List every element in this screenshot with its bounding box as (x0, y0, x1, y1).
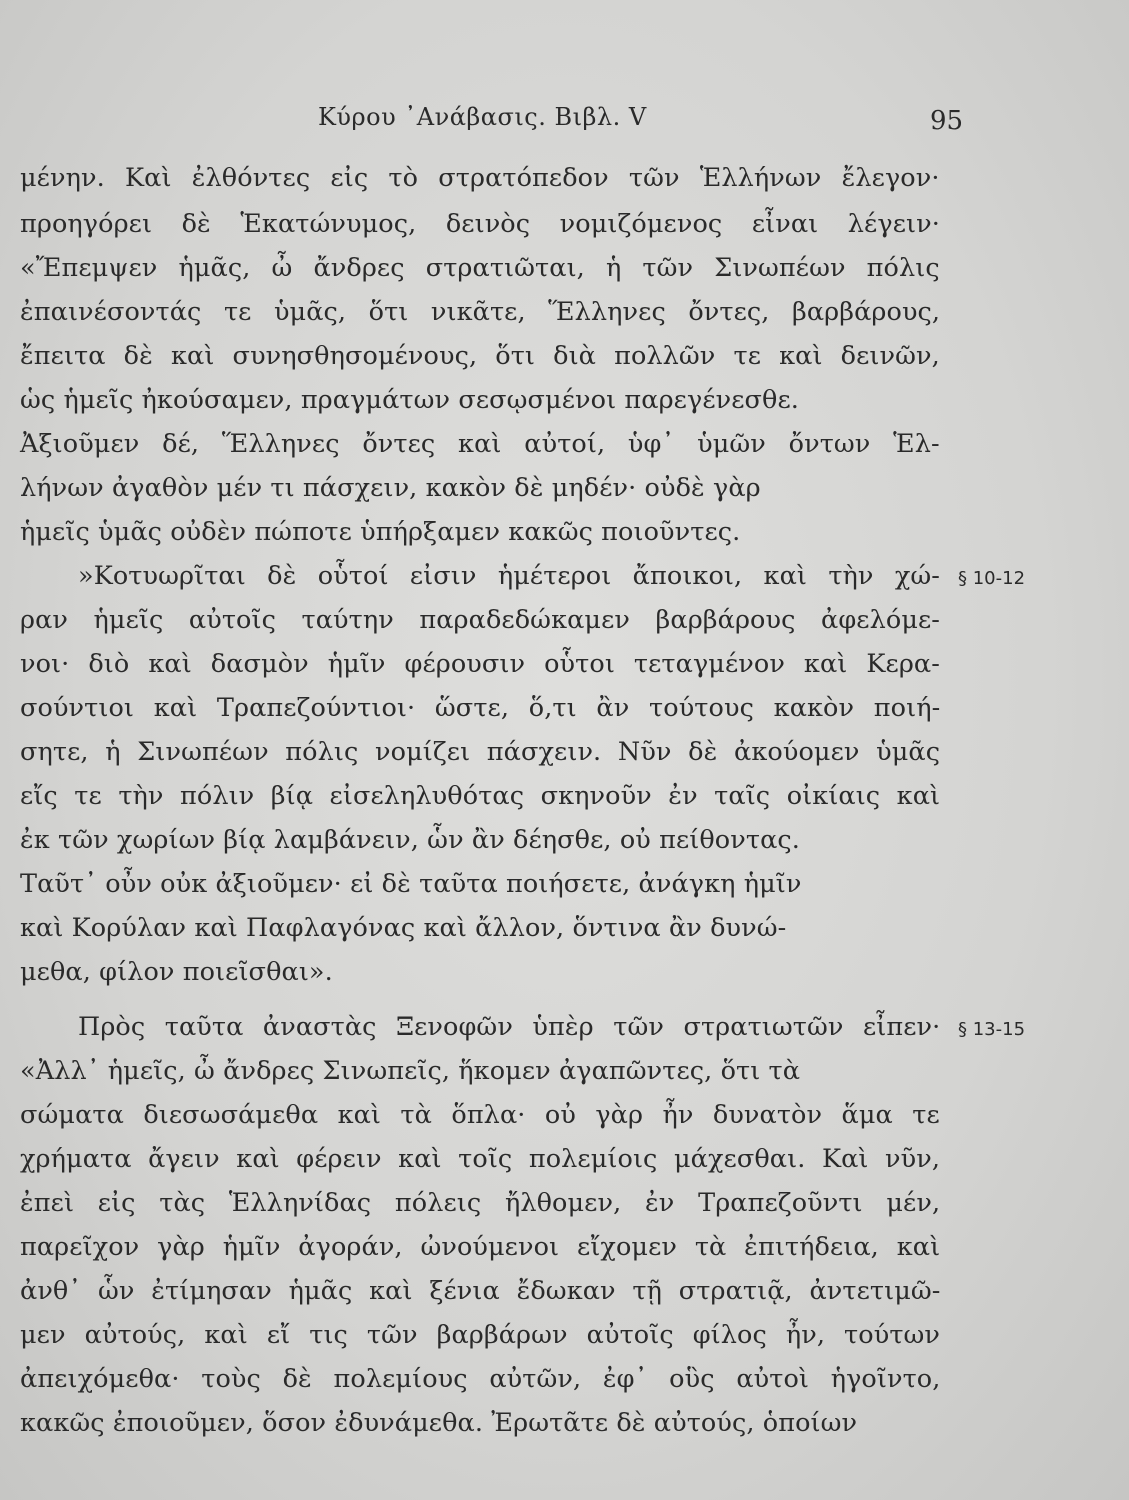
text-line: ραν ἡμεῖς αὐτοῖς ταύτην παραδεδώκαμεν βαρβάρους ἀφελόμε- (20, 605, 941, 635)
text-line: μένην. Καὶ ἐλθόντες εἰς τὸ στρατόπεδον τῶν Ἑλλήνων ἔλεγον· (20, 163, 940, 193)
text-line: κακῶς ἐποιοῦμεν, ὅσον ἐδυνάμεθα. Ἐρωτᾶτε δὲ αὐτούς, ὁποίων (20, 1408, 858, 1438)
text-line: σητε, ἡ Σινωπέων πόλις νομίζει πάσχειν. Νῦν δὲ ἀκούομεν ὑμᾶς (20, 737, 941, 767)
running-title: Κύρου ᾿Ανάβασις. Βιβλ. V (318, 103, 647, 131)
text-line: ἐκ τῶν χωρίων βίᾳ λαμβάνειν, ὧν ἂν δέησθε, οὐ πείθοντας. (20, 825, 800, 855)
text-line: ἡμεῖς ὑμᾶς οὐδὲν πώποτε ὑπήρξαμεν κακῶς ποιοῦντες. (20, 517, 741, 547)
text-line: ἔπειτα δὲ καὶ συνησθησομένους, ὅτι διὰ πολλῶν τε καὶ δεινῶν, (20, 341, 940, 371)
text-line: χρήματα ἄγειν καὶ φέρειν καὶ τοῖς πολεμίοις μάχεσθαι. Καὶ νῦν, (20, 1144, 941, 1174)
text-line: ἀπειχόμεθα· τοὺς δὲ πολεμίους αὐτῶν, ἐφ᾿ οὓς αὐτοὶ ἡγοῖντο, (20, 1364, 941, 1394)
text-line: καὶ Κορύλαν καὶ Παφλαγόνας καὶ ἄλλον, ὅντινα ἂν δυνώ- (20, 913, 787, 943)
text-line: μεν αὐτούς, καὶ εἴ τις τῶν βαρβάρων αὐτοῖς φίλος ἦν, τούτων (20, 1320, 941, 1350)
text-line: Ταῦτ᾿ οὖν οὐκ ἀξιοῦμεν· εἰ δὲ ταῦτα ποιήσετε, ἀνάγκη ἡμῖν (20, 869, 802, 899)
text-line: ἀνθ᾿ ὧν ἐτίμησαν ἡμᾶς καὶ ξένια ἔδωκαν τῇ στρατιᾷ, ἀντετιμῶ- (20, 1276, 941, 1306)
text-line: «Ἀλλ᾿ ἡμεῖς, ὦ ἄνδρες Σινωπεῖς, ἥκομεν ἀγαπῶντες, ὅτι τὰ (20, 1056, 801, 1086)
text-line: παρεῖχον γὰρ ἡμῖν ἀγοράν, ὠνούμενοι εἴχομεν τὰ ἐπιτήδεια, καὶ (20, 1232, 941, 1262)
text-line: προηγόρει δὲ Ἑκατώνυμος, δεινὸς νομιζόμενος εἶναι λέγειν· (20, 209, 940, 239)
page-number: 95 (930, 106, 964, 136)
text-line: ἐπεὶ εἰς τὰς Ἑλληνίδας πόλεις ἤλθομεν, ἐν Τραπεζοῦντι μέν, (20, 1188, 941, 1218)
text-line: »Κοτυωρῖται δὲ οὗτοί εἰσιν ἡμέτεροι ἄποικοι, καὶ τὴν χώ- (78, 561, 941, 591)
text-line: ὡς ἡμεῖς ἠκούσαμεν, πραγμάτων σεσῳσμένοι παρεγένεσθε. (20, 385, 800, 415)
text-line: σούντιοι καὶ Τραπεζούντιοι· ὥστε, ὅ,τι ἂν τούτους κακὸν ποιή- (20, 693, 941, 723)
text-line: μεθα, φίλον ποιεῖσθαι». (20, 957, 333, 987)
text-line: σώματα διεσωσάμεθα καὶ τὰ ὅπλα· οὐ γὰρ ἦν δυνατὸν ἅμα τε (20, 1100, 940, 1130)
text-line: λήνων ἀγαθὸν μέν τι πάσχειν, κακὸν δὲ μηδέν· οὐδὲ γὰρ (20, 473, 761, 503)
text-line: Ἀξιοῦμεν δέ, Ἕλληνες ὄντες καὶ αὐτοί, ὑφ᾿ ὑμῶν ὄντων Ἑλ- (20, 429, 940, 459)
text-line: ἐπαινέσοντάς τε ὑμᾶς, ὅτι νικᾶτε, Ἕλληνες ὄντες, βαρβάρους, (20, 297, 941, 327)
text-line: νοι· διὸ καὶ δασμὸν ἡμῖν φέρουσιν οὗτοι τεταγμένον καὶ Κερα- (20, 649, 940, 679)
text-line: Πρὸς ταῦτα ἀναστὰς Ξενοφῶν ὑπὲρ τῶν στρατιωτῶν εἶπεν· (78, 1012, 941, 1042)
margin-section-note: § 10-12 (958, 568, 1026, 589)
text-line: «Ἔπεμψεν ἡμᾶς, ὦ ἄνδρες στρατιῶται, ἡ τῶν Σινωπέων πόλις (20, 253, 940, 283)
margin-section-note: § 13-15 (958, 1019, 1026, 1040)
text-line: εἴς τε τὴν πόλιν βίᾳ εἰσεληλυθότας σκηνοῦν ἐν ταῖς οἰκίαις καὶ (20, 781, 941, 811)
